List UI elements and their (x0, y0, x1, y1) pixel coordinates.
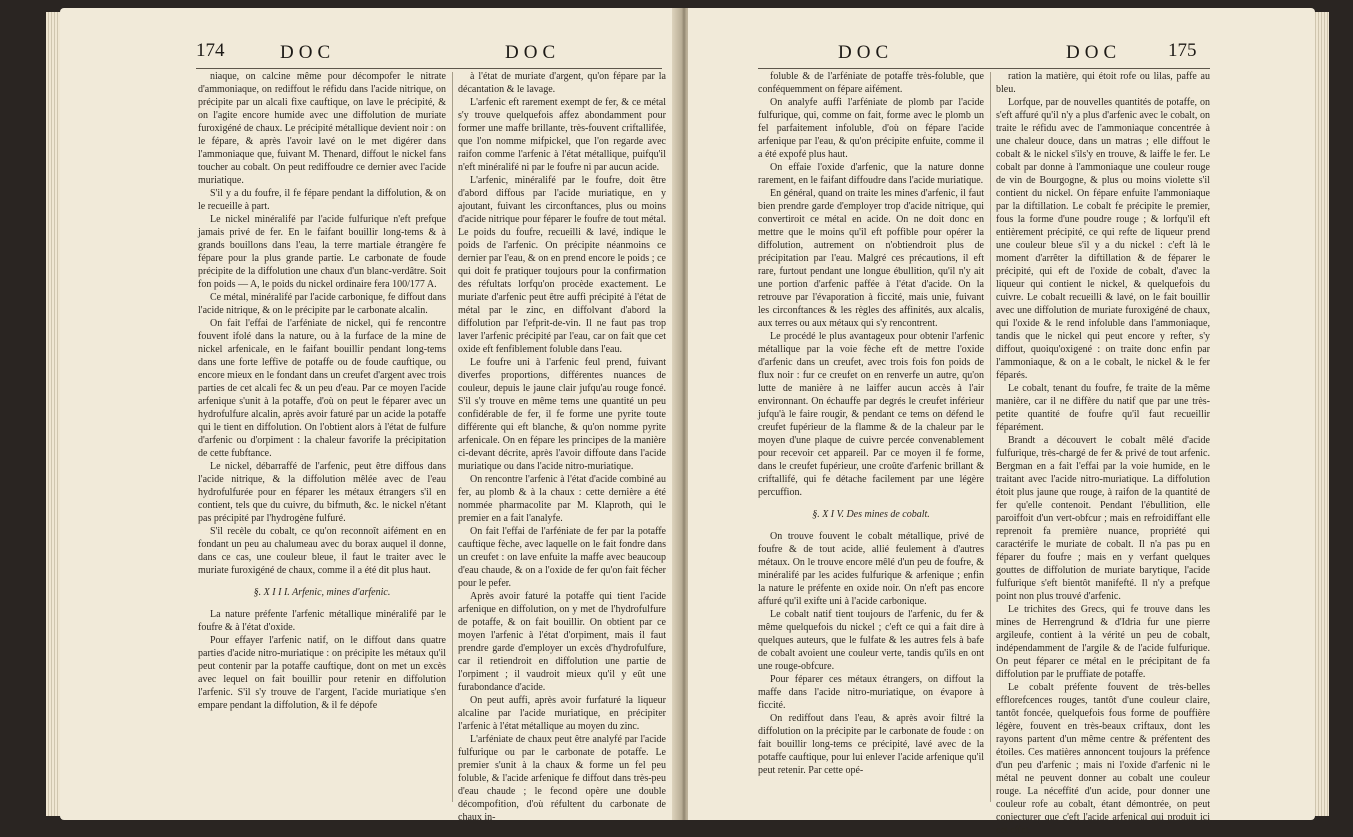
paragraph: On fait l'effai de l'arféniate de nickel, qui fe rencontre fouvent ifolé dans la nature, ou à la furface de la mine de nickel arfenicale, en le faifant bouillir pendant long-tems dans une forte leffive de potaffe ou de foude cauftique, ou encore mieux en le fondant dans un creufet d'argent avec trois parties de cet alcali fec & un peu d'eau. Par ce moyen l'acide arfenique s'unit à la potaffe, d'où on peut le féparer avec un hydrofulfure alcalin, après avoir faturé par un acide la potaffe qui le tient en diffolution. On l'obtient alors à l'état de fulfure d'arfenic ou d'orpiment : la chaleur favorife la précipitation de cette fubftance. (198, 318, 446, 459)
paragraph: Le nickel minéralifé par l'acide fulfurique n'eft prefque jamais privé de fer. En le faifant bouillir long-tems & à grands bouillons dans l'eau, la terre martiale étrangère fe fépare pour la plus grande partie. Le carbonate de foude précipite de la diffolution une chaux d'un blanc-verdâtre. Soit fon poids — A, le poids du nickel ordinaire fera 100/177 A. (198, 214, 446, 290)
running-head: DOC (280, 42, 336, 63)
page-number: 174 (196, 40, 225, 61)
paragraph: L'arféniate de chaux peut être analyfé par l'acide fulfurique ou par le carbonate de potaffe. Le premier s'unit à la chaux & forme un fel peu foluble, & l'acide arfenique fe diffout dans très-peu d'eau chaude ; le fecond opère une double décompofition, d'où réfultent du carbonate de chaux in- (458, 734, 666, 823)
section-heading: §. X I V. Des mines de cobalt. (812, 509, 930, 520)
paragraph: On rencontre l'arfenic à l'état d'acide combiné au fer, au plomb & à la chaux : cette dernière a été nommée pharmacolite par M. Klaproth, qui le premier en a fait l'analyfe. (458, 474, 666, 524)
paragraph: L'arfenic, minéralifé par le foufre, doit être d'abord diffous par l'acide muriatique, en y ajoutant, fuivant les circonftances, plus ou moins d'acide nitrique pour féparer le foufre de tout métal. Le poids du foufre, recueilli & lavé, indique le poids de l'arfenic. On précipite néanmoins ce dernier par l'eau, & on en prend encore le poids ; ce qui doit fe pratiquer toujours pour la confirmation des réfultats lorfqu'on procède exactement. Le muriate d'arfenic peut être auffi précipité à l'état de métal par le zinc, en diffolvant d'abord la diffolution par l'efprit-de-vin. Il ne faut pas trop laver l'arfenic précipité par l'eau, car on fait que cet oxide eft fenfiblement foluble dans l'eau. (458, 175, 666, 355)
paragraph: Lorfque, par de nouvelles quantités de potaffe, on s'eft affuré qu'il n'y a plus d'arfenic avec le cobalt, on traite le réfidu avec de l'ammoniaque concentrée à une chaleur douce, dans un matras ; elle diffout le cobalt & le nickel s'ils'y en trouve, & laiffe le fer. Le cobalt par donne à l'ammoniaque une couleur rouge de vin de Bourgogne, & plus ou moins violette s'il contient du nickel. On fépare enfuite l'ammoniaque par la diftillation. Le cobalt fe précipite le premier, fous la forme d'une poudre rouge ; & lorfqu'il eft entièrement précipité, ce qui refte de liqueur prend une couleur bleue s'il y a du nickel : c'eft là le moment d'arrêter la diftillation & de féparer le précipité, qui eft de l'oxide de cobalt, d'avec la liqueur qui contient le nickel, & quelquefois du cuivre. Le cobalt recueilli & lavé, on le fait bouillir avec une diffolution de muriate furoxigéné de chaux, qui l'oxide & le rend infoluble dans l'ammoniaque, tandis que le nickel qui peut encore y refter, s'y diffout, quoiqu'oxigené : on traite donc enfin par l'ammoniaque, & on a le cobalt, le nickel & le fer féparés. (996, 97, 1210, 381)
paragraph: Le cobalt, tenant du foufre, fe traite de la même manière, car il ne diffère du natif que par une très-petite quantité de foufre qu'il faut recueillir féparément. (996, 383, 1210, 433)
text-column-right (458, 70, 666, 823)
page-number: 175 (1168, 40, 1197, 61)
header-rule (758, 68, 1210, 69)
paragraph: Le cobalt natif tient toujours de l'arfenic, du fer & même quelquefois du nickel ; c'eft ce qui a fait dire à quelques auteurs, que le fulfate & les autres fels à bafe de cobalt avoient une couleur verte, tandis qu'ils en ont une rouge-obfcure. (758, 609, 984, 672)
paragraph: Le cobalt préfente fouvent de très-belles efflorefcences rouges, tantôt d'une couleur claire, tantôt foncée, quelquefois fous forme de pouffière légère, fouvent en très-beaux criftaux, dont les rayons partent d'un même centre & préfentent des étoiles. Ces matières annoncent toujours la préfence d'un peu d'arfenic ; mais ni l'oxide d'arfenic ni le métal ne peuvent donner au cobalt une couleur rouge. La néceffité d'un acide, pour donner une couleur rofe au cobalt, étant démontrée, on peut conjecturer que c'eft l'acide arfenical qui produit ici cet effet. (996, 682, 1210, 836)
page-edges (46, 12, 60, 816)
paragraph: On effaie l'oxide d'arfenic, que la nature donne rarement, en le faifant diffoudre dans l'acide muriatique. (758, 162, 984, 186)
paragraph: Le trichites des Grecs, qui fe trouve dans les mines de Herrengrund & d'Idria fur une pierre argileufe, contient à la vérité un peu de cobalt, indépendamment de l'argile & de l'acide fulfurique. On peut féparer ce métal en le précipitant de fa diffolution par le pruffiate de potaffe. (996, 604, 1210, 680)
paragraph: Le nickel, débarraffé de l'arfenic, peut être diffous dans l'acide nitrique, & la diffolution mêlée avec de l'eau hydrofulfurée pour en féparer les métaux étrangers s'il en contient, tels que du cuivre, du bifmuth, &c. le nickel n'étant pas précipité par l'hydrogène fulfuré. (198, 461, 446, 524)
text-column-right (996, 70, 1210, 836)
running-head-right: DOC (505, 42, 561, 63)
column-divider (990, 72, 991, 802)
paragraph: La nature préfente l'arfenic métallique minéralifé par le foufre & à l'état d'oxide. (198, 609, 446, 633)
text-column-left (758, 70, 984, 810)
running-head: DOC (1066, 42, 1122, 63)
page-edges (1315, 12, 1329, 816)
paragraph: Ce métal, minéralifé par l'acide carbonique, fe diffout dans l'acide nitrique, & on le précipite par le carbonate alcalin. (198, 292, 446, 316)
paragraph: L'arfenic eft rarement exempt de fer, & ce métal s'y trouve quelquefois affez abondamment pour former une maffe brillante, très-fouvent criftallifée, que l'on nomme mifpickel, que l'on regarde avec raifon comme l'arfenic à l'état métallique, puifqu'il n'eft minéralifé ni par le foufre ni par aucun acide. (458, 97, 666, 173)
paragraph: En général, quand on traite les mines d'arfenic, il faut bien prendre garde d'employer trop d'acide nitrique, qui convertiroit ce métal en acide. On ne doit donc en mettre que le moins qu'il eft poffible pour opérer la diffolution, autrement on n'obtiendroit plus de précipitation par l'eau. Malgré ces précautions, il eft rare, furtout pendant une longue ébullition, qu'il n'y ait une portion d'arfenic paffée à l'état d'acide. On la retrouve par l'évaporation à ficcité, mais unie, fuivant les circonftances & les règles des affinités, aux alcalis, aux terres ou aux métaux qui s'y rencontrent. (758, 188, 984, 329)
paragraph: Le procédé le plus avantageux pour obtenir l'arfenic métallique par la voie fèche eft de mettre l'oxide d'arfenic dans un creufet, avec trois fois fon poids de flux noir : fur ce creufet on en renverfe un autre, qu'on lutte de manière à ne laiffer aucun accès à l'air environnant. On échauffe par degrés le creufet inférieur jufqu'à le faire rougir, & pendant ce tems on défend le creufet fupérieur de la flamme & de la chaleur par le moyen d'une plaque de cuivre percée convenablement pour recevoir cet appareil. Par ce moyen il fe forme, dans le creufet fupérieur, une croûte d'arfenic brillant & criftallifé, qui fe détache facilement par une légère percuffion. (758, 331, 984, 498)
running-head-left: DOC (838, 42, 894, 63)
paragraph: On trouve fouvent le cobalt métallique, privé de foufre & de tout acide, allié feulement à d'autres métaux. On le trouve encore mêlé d'un peu de foufre, & minéralifé par les acides fulfurique & arfenique ; enfin la nature le préfente en oxide noir. On n'eft pas encore affuré qu'il exifte uni à l'acide carbonique. (758, 531, 984, 607)
paragraph: S'il y a du foufre, il fe fépare pendant la diffolution, & on le recueille à part. (198, 188, 446, 212)
paragraph: Brandt a découvert le cobalt mêlé d'acide fulfurique, très-chargé de fer & privé de tout arfenic. Bergman en a fait l'effai par la voie humide, en le traitant avec l'acide nitro-muriatique. La diffolution étoit plus jaune que rouge, à raifon de la quantité de fer qu'elle contenoit. Pendant l'ébullition, elle paroiffoit d'un vert-obfcur ; mais en refroidiffant elle reprenoit fa première nuance, propriété qui caractérife le muriate de cobalt. Il n'a pas pu en féparer du foufre ; mais en y verfant quelques gouttes de diffolution de muriate barytique, l'acide fulfurique s'eft bientôt manifefté. Il n'y a prefque point non plus trouvé d'arfenic. (996, 435, 1210, 602)
paragraph: On fait l'effai de l'arféniate de fer par la potaffe cauftique fèche, avec laquelle on le fait fondre dans un creufet : on lave enfuite la maffe avec beaucoup d'eau chaude, & on a l'oxide de fer qu'on fait fécher pour le pefer. (458, 526, 666, 589)
paragraph: On analyfe auffi l'arféniate de plomb par l'acide fulfurique, qui, comme on fait, forme avec le plomb un fel parfaitement infoluble, d'où on fépare l'acide arfenique par l'eau, & qu'on précipite enfuite, comme il a été expofé plus haut. (758, 97, 984, 160)
header-rule (196, 68, 662, 69)
paragraph: niaque, on calcine même pour décompofer le nitrate d'ammoniaque, on rediffout le réfidu dans l'acide nitrique, on précipite par un alcali fixe cauftique, on lave le précipité, & on l'agite encore humide avec une diffolution de muriate furoxigéné de chaux. Le précipité métallique devient noir : on le fépare, & après l'avoir lavé on le met digérer dans l'ammoniaque que, fuivant M. Thenard, diffout le nickel fans toucher au cobalt. On peut rediffoudre ce dernier avec l'acide muriatique. (198, 71, 446, 186)
paragraph: ration la matière, qui étoit rofe ou lilas, paffe au bleu. (996, 71, 1210, 95)
paragraph: Le foufre uni à l'arfenic feul prend, fuivant diverfes proportions, différentes nuances de couleur, depuis le jaune clair jufqu'au rouge foncé. S'il s'y trouve en même tems une quantité un peu confidérable de fer, il fe forme une pyrite toute différente qui eft blanche, & qu'on nomme pyrite arfenicale. On en fépare les principes de la manière ci-devant décrite, après l'avoir diffoute dans l'acide muriatique ou dans l'acide nitro-muriatique. (458, 357, 666, 472)
open-book (60, 8, 1315, 836)
left-page (60, 8, 680, 823)
paragraph: Pour effayer l'arfenic natif, on le diffout dans quatre parties d'acide nitro-muriatique : on précipite les métaux qu'il peut contenir par la potaffe cauftique, dont on met un excès avec lequel on fait bouillir pour retenir en diffolution l'arfenic. S'il s'y trouve de l'argent, l'acide muriatique s'en empare pendant la diffolution, & il fe dépofe (198, 635, 446, 711)
paragraph: On peut auffi, après avoir furfaturé la liqueur alcaline par l'acide muriatique, en précipiter l'arfenic à l'état métallique au moyen du zinc. (458, 695, 666, 732)
text-column-left (198, 70, 446, 810)
paragraph: On rediffout dans l'eau, & après avoir filtré la diffolution on la précipite par le carbonate de foude : on fait bouillir long-tems ce précipité, lavé avec de la potaffe cauftique, pour lui enlever l'acide arfenique qu'il peut retenir. Par cette opé- (758, 713, 984, 776)
section-heading: §. X I I I. Arfenic, mines d'arfenic. (253, 587, 391, 598)
paragraph: S'il recèle du cobalt, ce qu'on reconnoît aifément en en fondant un peu au chalumeau avec du borax auquel il donne, dans ce cas, une couleur bleue, il faut le traiter avec le muriate furoxigéné de chaux, comme il a été dit plus haut. (198, 526, 446, 576)
paragraph: Pour féparer ces métaux étrangers, on diffout la maffe dans l'acide nitro-muriatique, on évapore à ficcité. (758, 674, 984, 711)
paragraph: Après avoir faturé la potaffe qui tient l'acide arfenique en diffolution, on y met de l'hydrofulfure de potaffe, & on fait bouillir. On obtient par ce moyen l'arfenic à l'état d'orpiment, mais il faut prendre garde d'employer un excès d'hydrofulfure, car il retiendroit en diffolution une partie de l'orpiment ; il vaudroit mieux qu'il y eût une furabondance d'acide. (458, 591, 666, 693)
column-divider (452, 72, 453, 802)
paragraph: foluble & de l'arféniate de potaffe très-foluble, que conféquemment on fépare aifément. (758, 71, 984, 95)
right-page (688, 8, 1315, 836)
paragraph: à l'état de muriate d'argent, qu'on fépare par la décantation & le lavage. (458, 71, 666, 95)
